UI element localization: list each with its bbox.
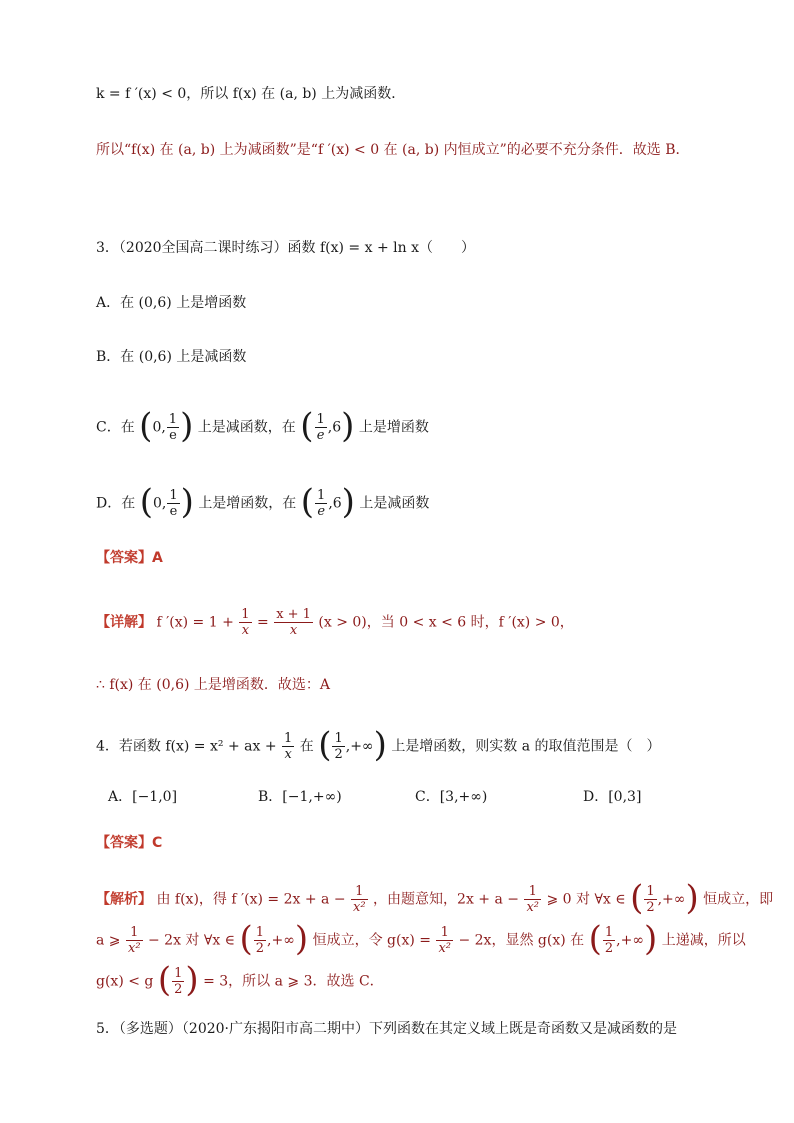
- q4-analysis-line-2: a ⩾ $\frac{1}{\text{x²}}$ − 2x 对 ∀x ∈ ( $\frac{1}{2}$ ,+∞) 恒成立，令 g(x) = $\frac{1}{\text{x²}}$ − 2x，显然 g(x) 在 ( $\frac{1}{2}$ ,+∞) 上递减，所以: [96, 918, 746, 959]
- fraction-one-over-x: $\frac{1}{x}$: [284, 731, 293, 762]
- q3-answer: 【答案】A: [96, 550, 163, 566]
- q3-option-d: D．在 (0, $\frac{1}{e}$ ) 上是增函数，在 ( $\frac{1}{e}$ ,6) 上是减函数: [96, 481, 430, 522]
- fraction-one-over-e-italic: $\frac{1}{e}$: [316, 412, 325, 443]
- q3-detail: 【详解】 f ′(x) = 1 + $\frac{1}{x}$ = $\frac{x + 1}{x}$ (x > 0)，当 0 < x < 6 时，f ′(x) > 0，: [96, 607, 574, 638]
- q3-option-c: C．在 (0, $\frac{1}{e}$ ) 上是减函数，在 ( $\frac{1}{e}$ ,6) 上是增函数: [96, 405, 429, 446]
- q4-option-d: D．[0,3]: [583, 789, 642, 805]
- fraction-one-half: $\frac{1}{2}$: [646, 884, 655, 915]
- fraction-one-half: $\frac{1}{2}$: [334, 731, 343, 762]
- question-3-stem: 3．（2020全国高二课时练习）函数 f(x) = x + ln x（ ）: [96, 240, 475, 256]
- fraction-one-half: $\frac{1}{2}$: [604, 925, 614, 956]
- q4-option-b: B．[−1,+∞): [258, 789, 342, 805]
- fraction-one-half: $\frac{1}{2}$: [255, 925, 265, 956]
- q4-analysis-line-3: g(x) < g ( $\frac{1}{2}$ ) = 3，所以 a ⩾ 3．故选 C．: [96, 959, 384, 1000]
- fraction-one-over-e: $\frac{1}{e}$: [168, 412, 178, 443]
- q3-option-b: B．在 (0,6) 上是减函数: [96, 349, 247, 365]
- q4-answer: 【答案】C: [96, 835, 163, 851]
- q3-conclusion: ∴ f(x) 在 (0,6) 上是增函数．故选：A: [96, 677, 331, 693]
- text-line-k: k = f ′(x) < 0，所以 f(x) 在 (a, b) 上为减函数．: [96, 86, 406, 102]
- q4-option-c: C．[3,+∞): [415, 789, 488, 805]
- fraction-one-over-x-squared: $\frac{1}{\text{x²}}$: [127, 925, 141, 956]
- fraction-one-over-x-squared: $\frac{1}{\text{x²}}$: [526, 884, 539, 915]
- fraction-one-over-x-squared: $\frac{1}{\text{x²}}$: [438, 925, 452, 956]
- fraction-one-over-x: $\frac{1}{x}$: [241, 607, 250, 638]
- fraction-x-plus-one-over-x: $\frac{x + 1}{x}$: [276, 607, 311, 638]
- question-4-stem: 4．若函数 f(x) = x² + ax + $\frac{1}{x}$ 在 ( $\frac{1}{2}$ ,+∞) 上是增函数，则实数 a 的取值范围是（ ）: [96, 724, 661, 765]
- question-5-stem: 5．（多选题）（2020·广东揭阳市高二期中）下列函数在其定义域上既是奇函数又是减函数的是: [96, 1021, 677, 1037]
- fraction-one-over-x-squared: $\frac{1}{\text{x²}}$: [353, 884, 366, 915]
- q4-analysis-line-1: 【解析】 由 f(x)，得 f ′(x) = 2x + a − $\frac{1}{\text{x²}}$ ，由题意知，2x + a − $\frac{1}{\text{x²}}$ ⩾ 0 对 ∀x ∈ ( $\frac{1}{2}$ ,+∞) 恒成立，即: [96, 877, 774, 918]
- fraction-one-over-e-italic: $\frac{1}{e}$: [317, 488, 326, 519]
- fraction-one-half: $\frac{1}{2}$: [174, 966, 183, 997]
- fraction-one-over-e: $\frac{1}{e}$: [169, 488, 178, 519]
- text-line-conclusion-b: 所以“f(x) 在 (a, b) 上为减函数”是“f ′(x) < 0 在 (a, b) 内恒成立”的必要不充分条件．故选 B．: [96, 142, 690, 158]
- q3-option-a: A．在 (0,6) 上是增函数: [96, 295, 247, 311]
- q4-option-a: A．[−1,0]: [108, 789, 178, 805]
